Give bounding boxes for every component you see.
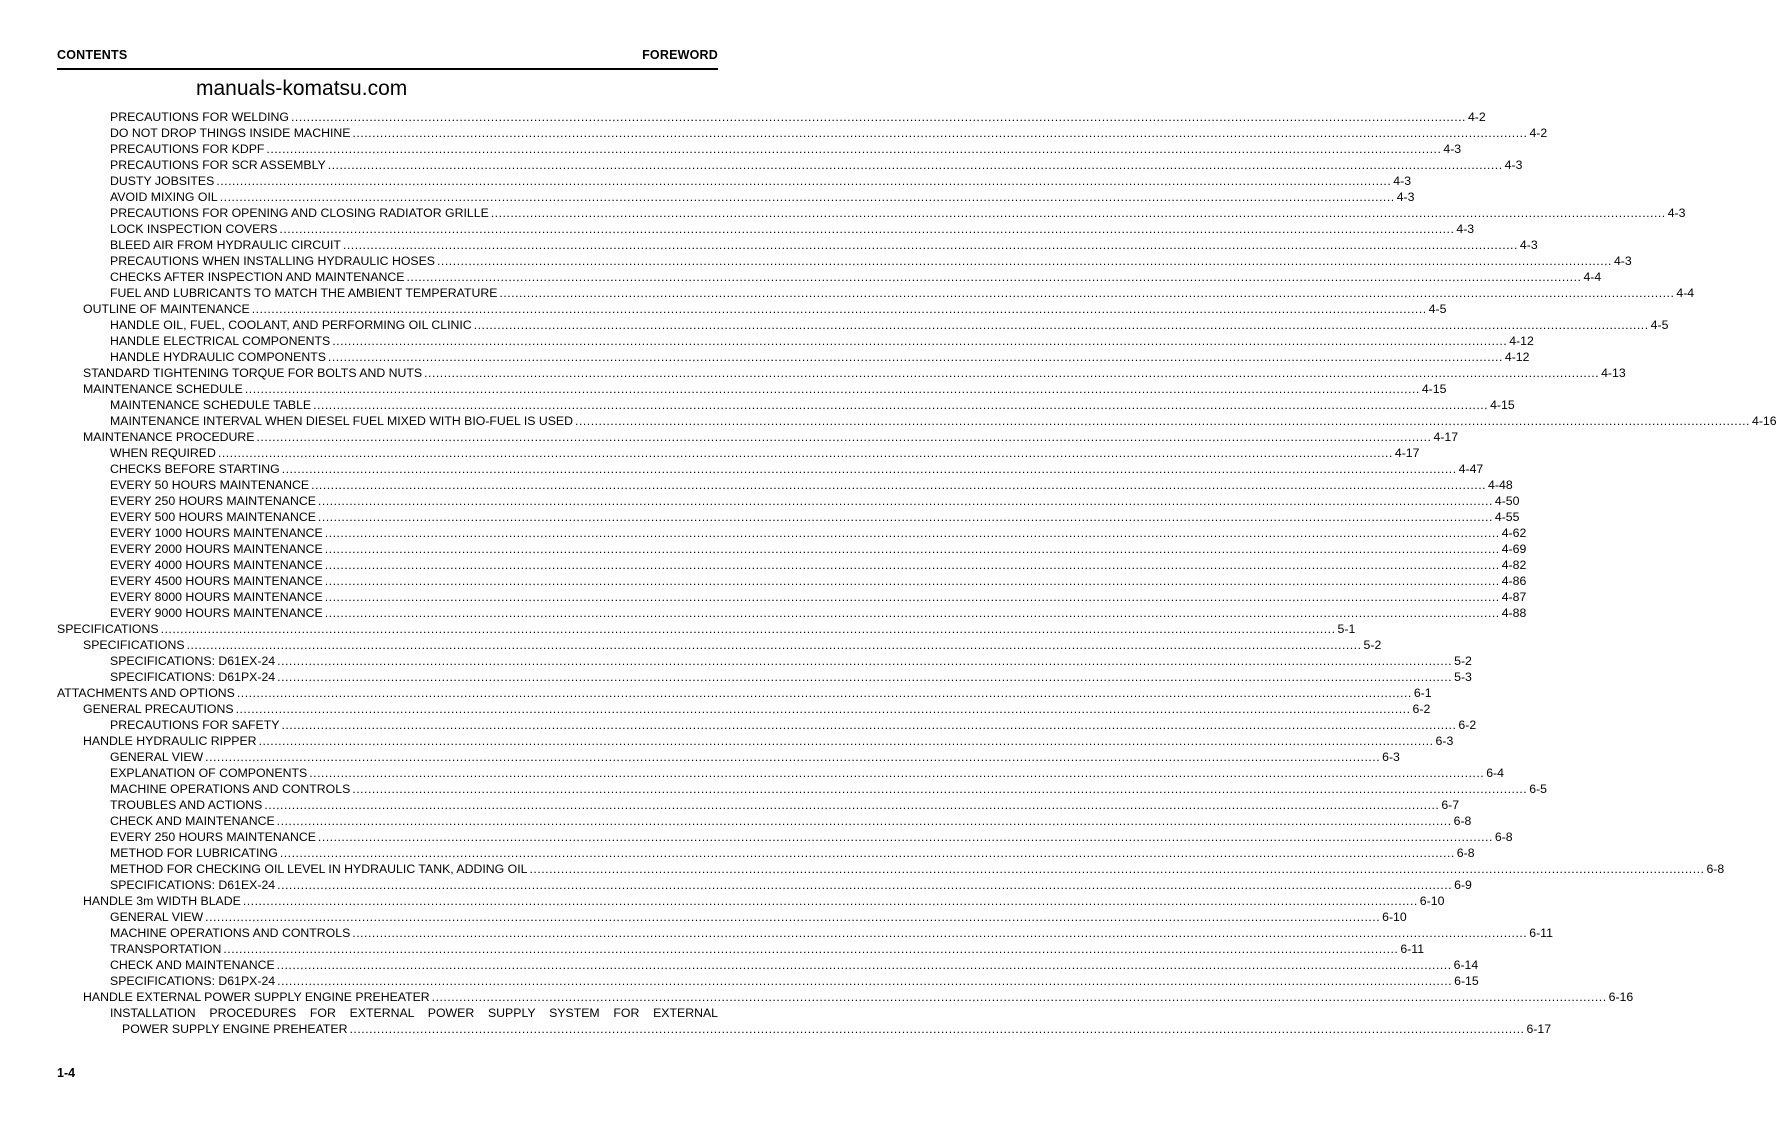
toc-entry[interactable] [57,605,1527,621]
dot-leader: ............................................................................................................................................................................................................................................................................................................ [277,670,1453,684]
toc-entry-title: EVERY 8000 HOURS MAINTENANCE [110,590,323,604]
dot-leader: ............................................................................................................................................................................................................................................................................................................ [242,894,1418,908]
toc-entry-title: BLEED AIR FROM HYDRAULIC CIRCUIT [110,238,341,252]
toc-entry[interactable] [57,189,1415,205]
toc-entry-page: 6-17 [1526,1022,1552,1036]
toc-entry-title: SPECIFICATIONS: D61EX-24 [110,878,276,892]
dot-leader: ............................................................................................................................................................................................................................................................................................................ [529,862,1705,876]
toc-entry-title: MACHINE OPERATIONS AND CONTROLS [110,782,351,796]
toc-entry-page: 6-10 [1382,910,1407,924]
toc-entry-title: EVERY 9000 HOURS MAINTENANCE [110,606,323,620]
toc-entry[interactable] [57,573,1527,589]
toc-entry[interactable] [57,781,1548,797]
toc-entry[interactable] [57,973,1479,989]
toc-entry-page: 6-2 [1412,702,1431,716]
dot-leader: ............................................................................................................................................................................................................................................................................................................ [160,622,1336,636]
toc-entry-title: EVERY 250 HOURS MAINTENANCE [110,830,316,844]
toc-entry-page: 6-14 [1453,958,1479,972]
dot-leader: ............................................................................................................................................................................................................................................................................................................ [342,238,1518,252]
toc-entry-title: GENERAL VIEW [110,750,204,764]
dot-leader: ............................................................................................................................................................................................................................................................................................................ [277,878,1453,892]
toc-entry[interactable] [57,797,1460,813]
dot-leader: ............................................................................................................................................................................................................................................................................................................ [264,798,1440,812]
dot-leader: ............................................................................................................................................................................................................................................................................................................ [324,558,1500,572]
dot-leader: ............................................................................................................................................................................................................................................................................................................ [352,782,1528,796]
dot-leader: ............................................................................................................................................................................................................................................................................................................ [219,190,1395,204]
toc-entry-title: EVERY 500 HOURS MAINTENANCE [110,510,316,524]
dot-leader: ............................................................................................................................................................................................................................................................................................................ [490,206,1666,220]
toc-entry[interactable] [57,765,1504,781]
dot-leader: ............................................................................................................................................................................................................................................................................................................ [276,814,1452,828]
dot-leader: ............................................................................................................................................................................................................................................................................................................ [223,942,1399,956]
toc-entry-page: 4-82 [1501,558,1527,572]
toc-entry[interactable] [57,349,1530,365]
toc-entry-page: 4-3 [1667,206,1686,220]
toc-entry[interactable] [57,461,1484,477]
toc-entry-page: 4-16 [1751,414,1777,428]
toc-entry[interactable] [57,237,1538,253]
toc-entry-page: 4-2 [1467,110,1486,124]
toc-entry[interactable] [57,925,1553,941]
toc-entry-title: PRECAUTIONS FOR SCR ASSEMBLY [110,158,326,172]
toc-entry[interactable] [57,477,1513,493]
toc-entry-page: 6-9 [1454,878,1472,892]
toc-entry[interactable] [57,301,1447,317]
dot-leader: ............................................................................................................................................................................................................................................................................................................ [279,846,1455,860]
toc-entry-page: 4-69 [1501,542,1527,556]
toc-entry[interactable] [57,669,1472,685]
toc-entry-title: GENERAL VIEW [110,910,204,924]
toc-entry[interactable] [57,957,1479,973]
toc-entry[interactable] [57,877,1472,893]
toc-entry-title[interactable]: INSTALLATION PROCEDURES FOR EXTERNAL POWER SUPPLY SYSTEM FOR EXTERNAL [110,1006,718,1020]
toc-entry[interactable] [57,557,1527,573]
dot-leader: ............................................................................................................................................................................................................................................................................................................ [236,686,1412,700]
toc-entry-page: 6-15 [1454,974,1479,988]
toc-entry[interactable] [57,653,1472,669]
toc-entry-page: 4-2 [1529,126,1548,140]
dot-leader: ............................................................................................................................................................................................................................................................................................................ [324,526,1500,540]
toc-entry[interactable] [57,829,1513,845]
dot-leader: ............................................................................................................................................................................................................................................................................................................ [256,430,1432,444]
header-chapter-title: FOREWORD [642,48,718,62]
toc-entry[interactable] [57,157,1523,173]
dot-leader: ............................................................................................................................................................................................................................................................................................................ [311,478,1487,492]
toc-entry-title: EXPLANATION OF COMPONENTS [110,766,308,780]
toc-entry-title: MAINTENANCE SCHEDULE [83,382,243,396]
dot-leader: ............................................................................................................................................................................................................................................................................................................ [324,606,1500,620]
toc-entry[interactable] [57,637,1382,653]
toc-entry[interactable] [57,701,1431,717]
toc-entry-page: 6-5 [1529,782,1548,796]
dot-leader: ............................................................................................................................................................................................................................................................................................................ [251,302,1427,316]
dot-leader: ............................................................................................................................................................................................................................................................................................................ [499,286,1675,300]
dot-leader: ............................................................................................................................................................................................................................................................................................................ [317,494,1493,508]
toc-entry-page: 6-3 [1435,734,1454,748]
watermark: manuals-komatsu.com [196,77,408,100]
dot-leader: ............................................................................................................................................................................................................................................................................................................ [473,318,1649,332]
toc-entry-title: MAINTENANCE PROCEDURE [83,430,255,444]
dot-leader: ............................................................................................................................................................................................................................................................................................................ [324,590,1500,604]
toc-entry-page: 4-50 [1494,494,1520,508]
toc-entry-page: 4-62 [1501,526,1527,540]
toc-entry-title: METHOD FOR CHECKING OIL LEVEL IN HYDRAULIC TANK, ADDING OIL [110,862,528,876]
toc-entry-page: 6-2 [1458,718,1477,732]
toc-entry-title: PRECAUTIONS WHEN INSTALLING HYDRAULIC HOSES [110,254,436,268]
toc-entry-title: EVERY 4000 HOURS MAINTENANCE [110,558,323,572]
toc-entry-page: 4-13 [1601,366,1626,380]
toc-entry-title: PRECAUTIONS FOR OPENING AND CLOSING RADIATOR GRILLE [110,206,489,220]
toc-entry[interactable] [57,365,1626,381]
toc-entry-page: 6-11 [1529,926,1553,940]
toc-entry[interactable] [57,989,1634,1005]
toc-entry-title: CHECK AND MAINTENANCE [110,814,275,828]
toc-entry-page: 4-12 [1509,334,1534,348]
toc-entry[interactable] [57,621,1356,637]
toc-entry[interactable] [57,733,1454,749]
toc-entry-page: 4-4 [1583,270,1602,284]
toc-entry-page: 4-5 [1428,302,1447,316]
dot-leader: ............................................................................................................................................................................................................................................................................................................ [327,158,1503,172]
toc-entry[interactable] [57,205,1686,221]
toc-entry-title: SPECIFICATIONS [57,622,159,636]
dot-leader: ............................................................................................................................................................................................................................................................................................................ [575,414,1750,428]
toc-entry-title: SPECIFICATIONS [83,638,185,652]
toc-entry-page: 4-15 [1490,398,1515,412]
toc-entry[interactable] [57,749,1400,765]
toc-entry[interactable] [57,141,1462,157]
dot-leader: ............................................................................................................................................................................................................................................................................................................ [258,734,1434,748]
toc-entry-page: 4-47 [1458,462,1484,476]
dot-leader: ............................................................................................................................................................................................................................................................................................................ [205,750,1381,764]
dot-leader: ............................................................................................................................................................................................................................................................................................................ [324,542,1500,556]
toc-entry-page: 4-87 [1501,590,1527,604]
toc-entry-title: SPECIFICATIONS: D61PX-24 [110,670,276,684]
toc-entry[interactable] [57,909,1407,925]
toc-entry-title: HANDLE 3m WIDTH BLADE [83,894,241,908]
dot-leader: ............................................................................................................................................................................................................................................................................................................ [324,574,1500,588]
toc-entry-title: TROUBLES AND ACTIONS [110,798,263,812]
toc-entry[interactable] [57,717,1477,733]
dot-leader: ............................................................................................................................................................................................................................................................................................................ [281,718,1457,732]
header-section-title: CONTENTS [57,48,128,62]
toc-entry[interactable] [57,253,1632,269]
toc-entry-page: 4-5 [1650,318,1669,332]
toc-entry-title: PRECAUTIONS FOR SAFETY [110,718,280,732]
toc-entry[interactable] [57,941,1425,957]
toc-entry-title: CHECKS BEFORE STARTING [110,462,280,476]
toc-entry-title: MACHINE OPERATIONS AND CONTROLS [110,926,351,940]
toc-entry-page: 4-15 [1421,382,1447,396]
toc-entry[interactable] [57,269,1602,285]
toc-entry[interactable] [57,221,1475,237]
toc-entry-title: EVERY 2000 HOURS MAINTENANCE [110,542,323,556]
dot-leader: ............................................................................................................................................................................................................................................................................................................ [277,654,1453,668]
toc-entry-title: SPECIFICATIONS: D61PX-24 [110,974,276,988]
toc-entry[interactable] [57,445,1420,461]
toc-entry[interactable] [57,845,1475,861]
toc-entry-title: FUEL AND LUBRICANTS TO MATCH THE AMBIENT TEMPERATURE [110,286,498,300]
toc-entry-page: 5-2 [1363,638,1382,652]
toc-entry[interactable] [57,109,1486,125]
toc-entry-page: 4-3 [1456,222,1475,236]
toc-entry[interactable] [57,1021,1552,1037]
toc-entry-title: TRANSPORTATION [110,942,222,956]
dot-leader: ............................................................................................................................................................................................................................................................................................................ [279,222,1455,236]
table-of-contents [57,109,1777,1037]
toc-entry[interactable] [57,397,1515,413]
toc-entry-page: 6-8 [1456,846,1475,860]
toc-entry-title: EVERY 50 HOURS MAINTENANCE [110,478,310,492]
toc-entry[interactable] [57,381,1447,397]
toc-entry-title-cont: POWER SUPPLY ENGINE PREHEATER [122,1022,348,1036]
dot-leader: ............................................................................................................................................................................................................................................................................................................ [277,974,1453,988]
dot-leader: ............................................................................................................................................................................................................................................................................................................ [281,462,1457,476]
toc-entry-page: 6-8 [1494,830,1513,844]
toc-entry-title: EVERY 250 HOURS MAINTENANCE [110,494,316,508]
toc-entry-title: PRECAUTIONS FOR WELDING [110,110,290,124]
toc-entry-title: STANDARD TIGHTENING TORQUE FOR BOLTS AND NUTS [83,366,423,380]
dot-leader: ............................................................................................................................................................................................................................................................................................................ [406,270,1582,284]
toc-entry-title: CHECKS AFTER INSPECTION AND MAINTENANCE [110,270,405,284]
toc-entry-page: 4-86 [1501,574,1527,588]
dot-leader: ............................................................................................................................................................................................................................................................................................................ [216,174,1392,188]
toc-entry-page: 6-3 [1382,750,1400,764]
toc-entry-page: 4-3 [1396,190,1415,204]
toc-entry-title: HANDLE EXTERNAL POWER SUPPLY ENGINE PREHEATER [83,990,430,1004]
toc-entry-page: 6-1 [1413,686,1432,700]
dot-leader: ............................................................................................................................................................................................................................................................................................................ [244,382,1420,396]
toc-entry-page: 4-4 [1676,286,1695,300]
toc-entry-title: METHOD FOR LUBRICATING [110,846,278,860]
page-number: 1-4 [57,1066,76,1080]
toc-entry-page: 4-17 [1394,446,1420,460]
toc-entry[interactable] [57,413,1777,429]
toc-entry-page: 6-10 [1419,894,1445,908]
toc-entry-title: CHECK AND MAINTENANCE [110,958,275,972]
dot-leader: ............................................................................................................................................................................................................................................................................................................ [332,334,1508,348]
dot-leader: ............................................................................................................................................................................................................................................................................................................ [437,254,1612,268]
dot-leader: ............................................................................................................................................................................................................................................................................................................ [349,1022,1525,1036]
dot-leader: ............................................................................................................................................................................................................................................................................................................ [424,366,1600,380]
toc-entry-page: 6-16 [1608,990,1634,1004]
dot-leader: ............................................................................................................................................................................................................................................................................................................ [317,510,1493,524]
dot-leader: ............................................................................................................................................................................................................................................................................................................ [276,958,1452,972]
toc-entry-page: 5-3 [1454,670,1472,684]
toc-entry-title: AVOID MIXING OIL [110,190,218,204]
toc-entry[interactable] [57,589,1527,605]
dot-leader: ............................................................................................................................................................................................................................................................................................................ [186,638,1362,652]
toc-entry-title: OUTLINE OF MAINTENANCE [83,302,250,316]
toc-entry-page: 5-2 [1454,654,1472,668]
toc-entry[interactable] [57,125,1548,141]
toc-entry-title: SPECIFICATIONS: D61EX-24 [110,654,276,668]
toc-entry-page: 4-3 [1504,158,1523,172]
toc-entry-title: WHEN REQUIRED [110,446,216,460]
toc-entry-title: DUSTY JOBSITES [110,174,215,188]
toc-entry-page: 4-17 [1433,430,1459,444]
toc-entry-title: PRECAUTIONS FOR KDPF [110,142,265,156]
toc-entry[interactable] [57,525,1527,541]
dot-leader: ............................................................................................................................................................................................................................................................................................................ [313,398,1489,412]
dot-leader: ............................................................................................................................................................................................................................................................................................................ [266,142,1442,156]
toc-entry-page: 6-8 [1706,862,1725,876]
toc-entry-title: ATTACHMENTS AND OPTIONS [57,686,235,700]
toc-entry[interactable] [57,317,1669,333]
dot-leader: ............................................................................................................................................................................................................................................................................................................ [291,110,1466,124]
toc-entry-title: HANDLE OIL, FUEL, COOLANT, AND PERFORMING OIL CLINIC [110,318,472,332]
dot-leader: ............................................................................................................................................................................................................................................................................................................ [431,990,1607,1004]
dot-leader: ............................................................................................................................................................................................................................................................................................................ [317,830,1493,844]
toc-entry[interactable] [57,813,1472,829]
toc-entry-title: HANDLE ELECTRICAL COMPONENTS [110,334,331,348]
toc-entry[interactable] [57,541,1527,557]
toc-entry-page: 5-1 [1337,622,1356,636]
toc-entry[interactable] [57,285,1695,301]
toc-entry-page: 6-7 [1441,798,1460,812]
toc-entry-page: 6-11 [1400,942,1425,956]
toc-entry-title: EVERY 4500 HOURS MAINTENANCE [110,574,323,588]
toc-entry-title: DO NOT DROP THINGS INSIDE MACHINE [110,126,351,140]
toc-entry[interactable] [57,893,1445,909]
dot-leader: ............................................................................................................................................................................................................................................................................................................ [327,350,1503,364]
toc-entry-page: 4-3 [1519,238,1538,252]
toc-entry-title: MAINTENANCE SCHEDULE TABLE [110,398,312,412]
toc-entry-page: 4-88 [1501,606,1527,620]
toc-entry[interactable] [57,173,1412,189]
toc-entry-title: HANDLE HYDRAULIC RIPPER [83,734,257,748]
toc-entry[interactable] [57,685,1432,701]
toc-entry-page: 4-48 [1488,478,1513,492]
toc-entry-page: 4-3 [1613,254,1632,268]
toc-entry-title: MAINTENANCE INTERVAL WHEN DIESEL FUEL MIXED WITH BIO-FUEL IS USED [110,414,574,428]
toc-entry[interactable] [57,429,1459,445]
dot-leader: ............................................................................................................................................................................................................................................................................................................ [352,926,1528,940]
toc-entry-title: LOCK INSPECTION COVERS [110,222,278,236]
toc-entry-title: EVERY 1000 HOURS MAINTENANCE [110,526,323,540]
toc-entry-page: 6-8 [1453,814,1472,828]
toc-entry-title: HANDLE HYDRAULIC COMPONENTS [110,350,326,364]
toc-entry[interactable] [57,861,1725,877]
toc-entry-page: 4-55 [1494,510,1520,524]
dot-leader: ............................................................................................................................................................................................................................................................................................................ [235,702,1411,716]
toc-entry-page: 4-12 [1504,350,1530,364]
toc-entry-title: GENERAL PRECAUTIONS [83,702,234,716]
dot-leader: ............................................................................................................................................................................................................................................................................................................ [205,910,1381,924]
toc-entry[interactable] [57,333,1534,349]
dot-leader: ............................................................................................................................................................................................................................................................................................................ [217,446,1393,460]
toc-entry-page: 4-3 [1443,142,1462,156]
toc-entry-page: 4-3 [1393,174,1412,188]
header-rule [57,68,718,70]
toc-entry[interactable] [57,509,1520,525]
dot-leader: ............................................................................................................................................................................................................................................................................................................ [309,766,1485,780]
toc-entry[interactable] [57,493,1520,509]
dot-leader: ............................................................................................................................................................................................................................................................................................................ [352,126,1528,140]
toc-entry-page: 6-4 [1486,766,1504,780]
